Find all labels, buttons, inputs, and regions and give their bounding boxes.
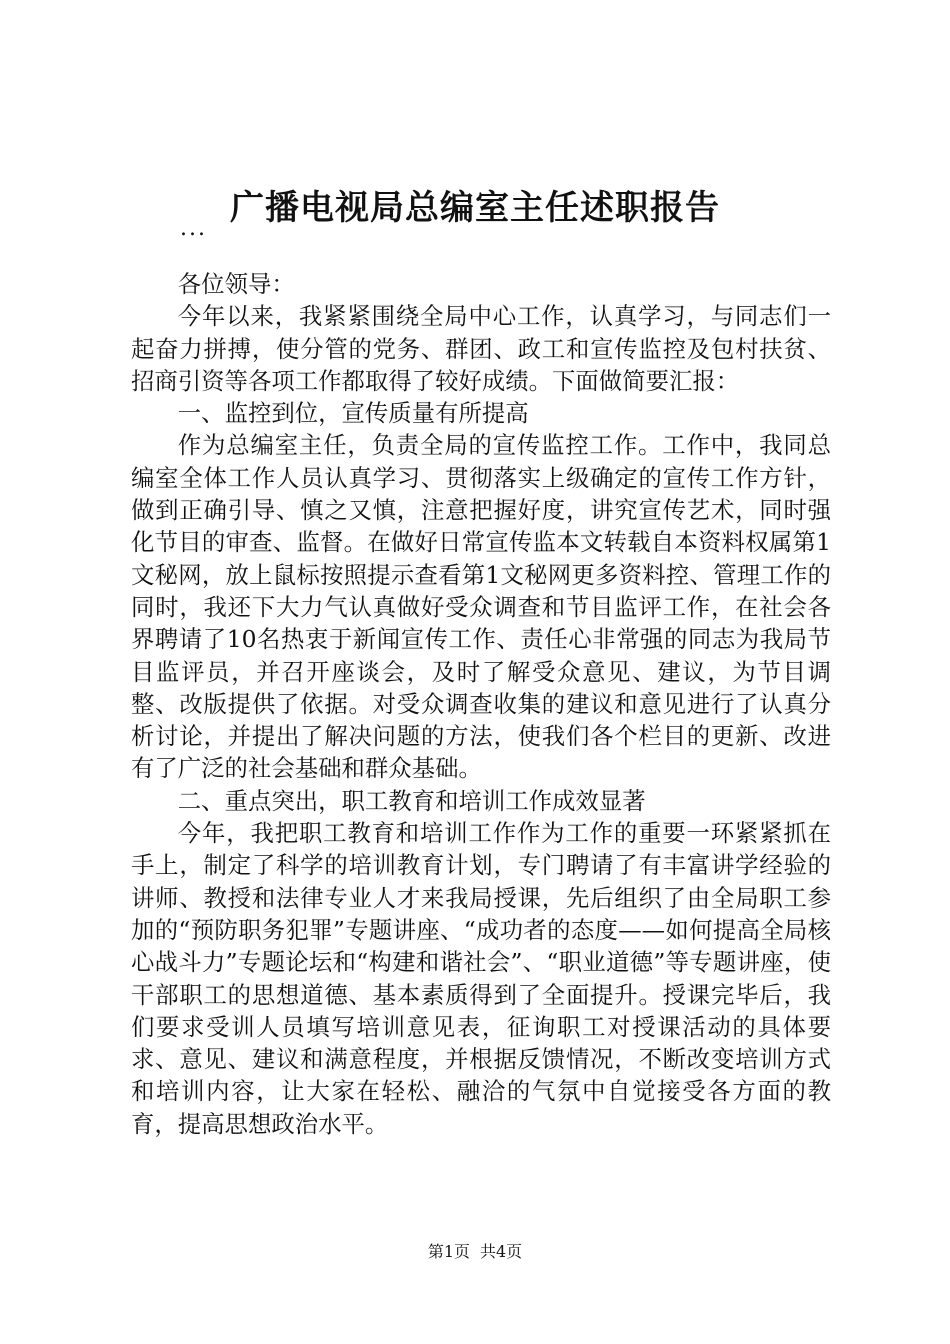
page-footer bbox=[0, 1241, 950, 1263]
page-total: 共4页 bbox=[480, 1242, 523, 1261]
section-2-paragraph: 今年，我把职工教育和培训工作作为工作的重要一环紧紧抓在手上，制定了科学的培训教育计划，专门聘请了有丰富讲学经验的讲师、教授和法律专业人才来我局授课，先后组织了由全局职工参加的“预防职务犯罪”专题讲座、“成功者的态度——如何提高全局核心战斗力”专题论坛和“构建和谐社会”、“职业道德”等专题讲座，使干部职工的思想道德、基本素质得到了全面提升。授课完毕后，我们要求受训人员填写培训意见表，征询职工对授课活动的具体要求、意见、建议和满意程度，并根据反馈情况，不断改变培训方式和培训内容，让大家在轻松、融洽的气氛中自觉接受各方面的教育，提高思想政治水平。 bbox=[131, 819, 831, 1138]
document-body bbox=[131, 268, 831, 1140]
section-heading-1: 一、监控到位，宣传质量有所提高 bbox=[177, 399, 529, 428]
section-heading-2: 二、重点突出，职工教育和培训工作成效显著 bbox=[177, 786, 646, 815]
ellipsis-mark: ... bbox=[180, 216, 207, 241]
document-title: 广播电视局总编室主任述职报告 bbox=[230, 188, 720, 228]
page-number: 第1页 bbox=[427, 1242, 470, 1261]
intro-paragraph: 今年以来，我紧紧围绕全局中心工作，认真学习，与同志们一起奋力拼搏，使分管的党务、群团、政工和宣传监控及包村扶贫、招商引资等各项工作都取得了较好成绩。下面做简要汇报： bbox=[131, 302, 831, 395]
section-1-paragraph: 作为总编室主任，负责全局的宣传监控工作。工作中，我同总编室全体工作人员认真学习、贯彻落实上级确定的宣传工作方针，做到正确引导、慎之又慎，注意把握好度，讲究宣传艺术，同时强化节目的审查、监督。在做好日常宣传监本文转载自本资料权属第1文秘网，放上鼠标按照提示查看第1文秘网更多资料控、管理工作的同时，我还下大力气认真做好受众调查和节目监评工作，在社会各界聘请了10名热衷于新闻宣传工作、责任心非常强的同志为我局节目监评员，并召开座谈会，及时了解受众意见、建议，为节目调整、改版提供了依据。对受众调查收集的建议和意见进行了认真分析讨论，并提出了解决问题的方法，使我们各个栏目的更新、改进有了广泛的社会基础和群众基础。 bbox=[131, 431, 831, 783]
salutation: 各位领导： bbox=[177, 270, 295, 298]
